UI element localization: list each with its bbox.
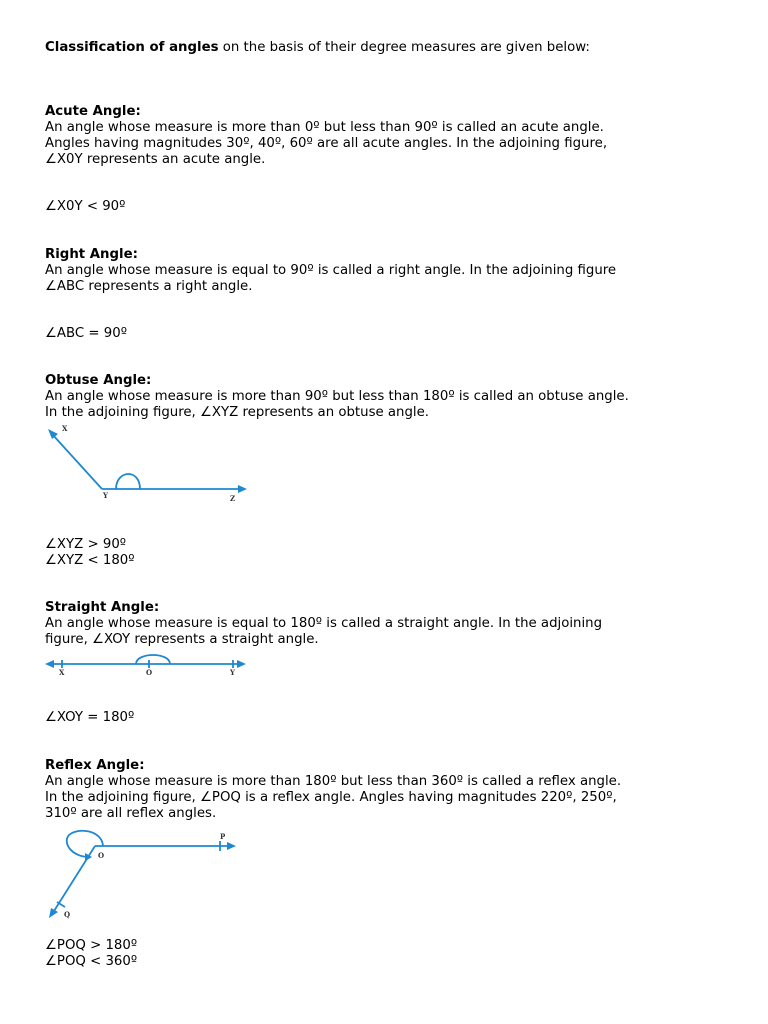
acute-line-1: An angle whose measure is more than 0º but less than 90º is called an acute angle. xyxy=(45,120,604,135)
reflex-line-3: 310º are all reflex angles. xyxy=(45,806,217,821)
obtuse-title: Obtuse Angle: xyxy=(45,373,152,388)
obtuse-description xyxy=(45,389,629,421)
right-formula: ∠ABC = 90º xyxy=(45,326,127,341)
straight-formula: ∠XOY = 180º xyxy=(45,710,135,725)
reflex-line-2: In the adjoining figure, ∠POQ is a reflex angle. Angles having magnitudes 220º, 250º, xyxy=(45,790,617,805)
obtuse-line-2: In the adjoining figure, ∠XYZ represents an obtuse angle. xyxy=(45,405,430,420)
obtuse-angle-figure xyxy=(40,420,255,505)
straight-label-o: O xyxy=(146,668,153,677)
reflex-formulas xyxy=(45,938,137,970)
straight-description xyxy=(45,616,602,648)
obtuse-arrow-x xyxy=(48,429,58,439)
straight-line-1: An angle whose measure is equal to 180º is called a straight angle. In the adjoining xyxy=(45,616,603,631)
reflex-arrow-p xyxy=(227,842,236,850)
reflex-formula-1: ∠POQ > 180º xyxy=(45,938,138,953)
obtuse-label-y: Y xyxy=(103,491,108,500)
straight-line-2: figure, ∠XOY represents a straight angle. xyxy=(45,632,319,647)
right-line-1: An angle whose measure is equal to 90º is called a right angle. In the adjoining figure xyxy=(45,263,617,278)
obtuse-arrow-z xyxy=(238,485,247,493)
straight-angle-arc xyxy=(136,655,170,664)
acute-line-3: ∠X0Y represents an acute angle. xyxy=(45,152,266,167)
intro-rest: on the basis of their degree measures are given below: xyxy=(218,40,590,55)
obtuse-label-z: Z xyxy=(230,494,236,503)
reflex-label-q: Q xyxy=(64,910,71,919)
acute-title: Acute Angle: xyxy=(45,104,141,119)
straight-arrow-x xyxy=(45,660,54,668)
intro-paragraph xyxy=(45,40,590,56)
acute-line-2: Angles having magnitudes 30º, 40º, 60º are all acute angles. In the adjoining figure, xyxy=(45,136,608,151)
straight-angle-figure xyxy=(40,650,255,680)
reflex-arc-arrow xyxy=(85,853,92,861)
straight-label-y: Y xyxy=(230,668,235,677)
right-description xyxy=(45,263,616,295)
obtuse-line-1: An angle whose measure is more than 90º but less than 180º is called an obtuse angle. xyxy=(45,389,629,404)
reflex-label-p: P xyxy=(220,832,226,841)
intro-bold: Classification of angles xyxy=(45,40,219,55)
right-line-2: ∠ABC represents a right angle. xyxy=(45,279,253,294)
obtuse-formula-1: ∠XYZ > 90º xyxy=(45,537,127,552)
straight-arrow-y xyxy=(237,660,246,668)
reflex-line-1: An angle whose measure is more than 180º but less than 360º is called a reflex angle. xyxy=(45,774,622,789)
straight-title: Straight Angle: xyxy=(45,600,160,615)
obtuse-ray-yx xyxy=(52,434,102,489)
reflex-description xyxy=(45,774,621,822)
right-title: Right Angle: xyxy=(45,247,138,262)
obtuse-formula-2: ∠XYZ < 180º xyxy=(45,553,135,568)
reflex-arrow-q xyxy=(49,908,58,918)
reflex-label-o: O xyxy=(98,851,105,860)
reflex-formula-2: ∠POQ < 360º xyxy=(45,954,138,969)
obtuse-angle-arc xyxy=(116,474,140,489)
acute-formula: ∠X0Y < 90º xyxy=(45,199,126,214)
obtuse-label-x: X xyxy=(62,424,68,433)
acute-description xyxy=(45,120,607,168)
reflex-title: Reflex Angle: xyxy=(45,758,145,773)
reflex-angle-figure xyxy=(40,825,245,925)
obtuse-formulas xyxy=(45,537,135,569)
straight-label-x: X xyxy=(59,668,65,677)
